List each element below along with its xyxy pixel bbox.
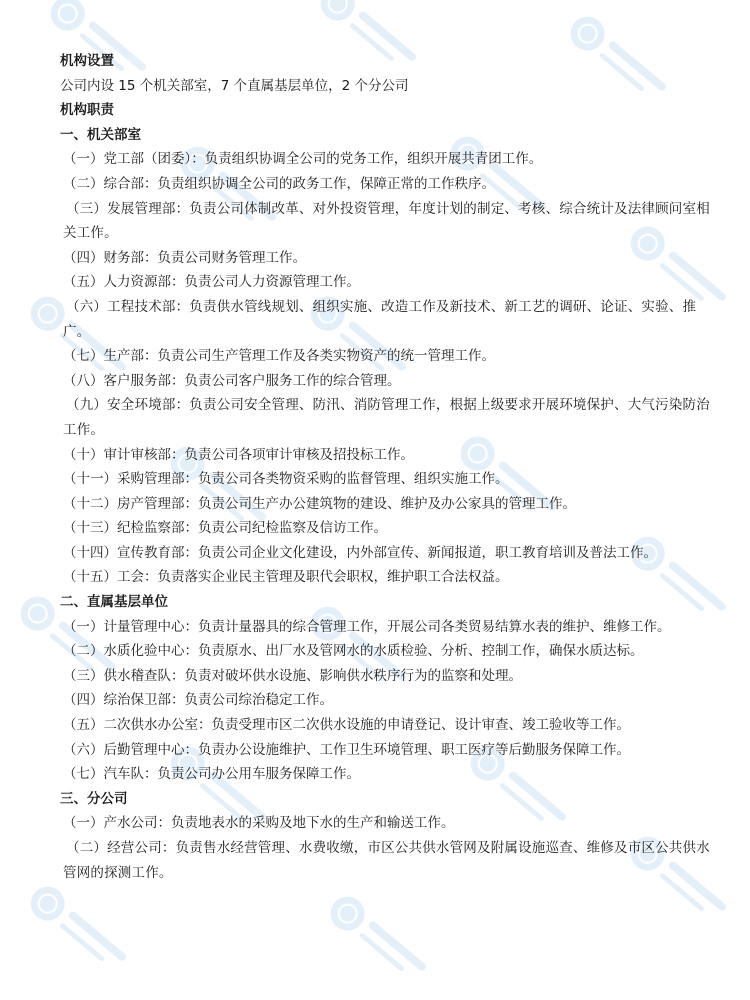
branch-item: （二）经营公司：负责售水经营管理、水费收缴，市区公共供水管网及附属设施巡查、维修及市区公共供水管网的探测工作。 [63, 840, 710, 881]
watermark-logo [20, 877, 140, 988]
office-item: （十三）纪检监察部：负责公司纪检监察及信访工作。 [63, 520, 387, 537]
unit-item: （一）计量管理中心：负责计量器具的综合管理工作，开展公司各类贸易结算水表的维护、维修工作。 [63, 618, 671, 635]
group-title-offices: 一、机关部室 [60, 126, 141, 143]
section-title-duty: 机构职责 [60, 102, 114, 119]
unit-item: （七）汽车队：负责公司办公用车服务保障工作。 [63, 766, 360, 783]
section-title-setup: 机构设置 [60, 53, 114, 69]
office-item: （三）发展管理部：负责公司体制改革、对外投资管理，年度计划的制定、考核、综合统计及法律顾问室相关工作。 [63, 200, 710, 242]
office-item: （十一）采购管理部：负责公司各类物资采购的监督管理、组织实施工作。 [63, 471, 509, 488]
office-item: （五）人力资源部：负责公司人力资源管理工作。 [63, 274, 360, 291]
office-item: （六）工程技术部：负责供水管线规划、组织实施、改造工作及新技术、新工艺的调研、论证、实验、推广。 [63, 298, 697, 340]
office-item: （十）审计审核部：负责公司各项审计审核及招投标工作。 [63, 446, 414, 463]
office-item: （十五）工会：负责落实企业民主管理及职代会职权，维护职工合法权益。 [63, 569, 509, 586]
office-item: （八）客户服务部：负责公司客户服务工作的综合管理。 [63, 372, 401, 389]
group-title-branches: 三、分公司 [60, 790, 128, 807]
watermark-logo [320, 887, 440, 998]
group-title-units: 二、直属基层单位 [60, 594, 168, 611]
office-item: （九）安全环境部：负责公司安全管理、防汛、消防管理工作，根据上级要求开展环境保护、大气污染防治工作。 [63, 397, 710, 438]
unit-item: （五）二次供水办公室：负责受理市区二次供水设施的申请登记、设计审查、竣工验收等工作。 [63, 717, 630, 734]
setup-text: 公司内设 15 个机关部室，7 个直属基层单位，2 个分公司 [60, 77, 409, 94]
unit-item: （六）后勤管理中心：负责办公设施维护、工作卫生环境管理、职工医疗等后勤服务保障工作。 [63, 741, 630, 758]
unit-item: （三）供水稽查队：负责对破坏供水设施、影响供水秩序行为的监察和处理。 [63, 667, 522, 684]
unit-item: （四）综治保卫部：负责公司综治稳定工作。 [63, 692, 333, 709]
office-item: （七）生产部：负责公司生产管理工作及各类实物资产的统一管理工作。 [63, 348, 495, 365]
office-item: （四）财务部：负责公司财务管理工作。 [63, 249, 306, 266]
office-item: （一）党工部（团委）：负责组织协调全公司的党务工作，组织开展共青团工作。 [63, 151, 543, 168]
office-item: （十四）宣传教育部：负责公司企业文化建设，内外部宣传、新闻报道，职工教育培训及普法工作。 [63, 544, 657, 561]
office-item: （二）综合部：负责组织协调全公司的政务工作，保障正常的工作秩序。 [63, 175, 495, 192]
office-item: （十二）房产管理部：负责公司生产办公建筑物的建设、维护及办公家具的管理工作。 [63, 495, 576, 512]
branch-item: （一）产水公司：负责地表水的采购及地下水的生产和输送工作。 [63, 815, 455, 832]
document-body [60, 49, 715, 885]
unit-item: （二）水质化验中心：负责原水、出厂水及管网水的水质检验、分析、控制工作，确保水质达标。 [63, 643, 644, 660]
